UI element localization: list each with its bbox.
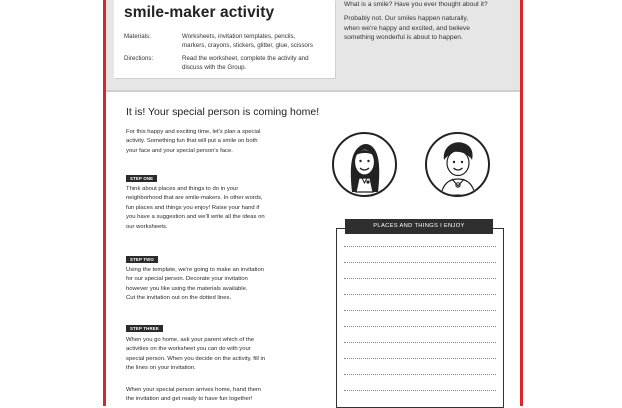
- writing-line[interactable]: [344, 358, 496, 359]
- main-title: It is! Your special person is coming home!: [126, 106, 320, 118]
- writing-line[interactable]: [344, 246, 496, 247]
- smile-question: What is a smile? Have you ever thought about it?: [344, 1, 488, 8]
- intro-paragraph: [126, 128, 322, 156]
- intro-line: your face and your special person's face.: [126, 147, 233, 154]
- step-two-text: [126, 266, 322, 304]
- closing-line: the invitation and get ready to have fun together!: [126, 396, 253, 403]
- materials-row: [124, 33, 334, 51]
- step-line: fun places and things you enjoy! Raise your hand if: [126, 204, 260, 211]
- header-divider: [106, 90, 520, 92]
- directions-line: discuss with the Group.: [182, 63, 247, 71]
- step-line: for our special person. Decorate your invitation: [126, 276, 248, 283]
- writing-line[interactable]: [344, 278, 496, 279]
- directions-label: Directions:: [124, 55, 154, 62]
- activity-card: [114, 0, 335, 78]
- step-line: Using the template, we're going to make an invitation: [126, 267, 264, 273]
- step-line: Cut the invitation out on the dotted lines.: [126, 295, 232, 302]
- step-line: special person. When you decide on the activity, fill in: [126, 355, 266, 362]
- boy-portrait-icon: [425, 132, 490, 197]
- directions-row: [124, 55, 334, 73]
- writing-line[interactable]: [344, 310, 496, 311]
- materials-label: Materials:: [124, 33, 151, 40]
- step-one-tag: STEP ONE: [126, 175, 157, 182]
- writing-line[interactable]: [344, 390, 496, 391]
- materials-line: markers, crayons, stickers, glitter, glue, scissors: [182, 41, 314, 49]
- step-three-text: [126, 336, 322, 374]
- answer-line: Probably not. Our smiles happen naturally,: [344, 15, 469, 22]
- step-one-text: [126, 185, 322, 232]
- writing-line[interactable]: [344, 374, 496, 375]
- step-three-tag: STEP THREE: [126, 325, 163, 332]
- activity-title: smile-maker activity: [124, 4, 275, 21]
- step-line: you have a suggestion and we'll write all the ideas on: [126, 214, 265, 221]
- girl-portrait-icon: [332, 132, 397, 197]
- step-line: activities on the worksheet you can do with your: [126, 346, 251, 353]
- places-list-box: [336, 228, 504, 408]
- writing-line[interactable]: [344, 294, 496, 295]
- materials-text: [182, 33, 332, 50]
- answer-line: when we're happy and excited, and believe: [344, 24, 470, 32]
- answer-line: something wonderful is about to happen.: [344, 34, 463, 42]
- step-line: neighborhood that are smile-makers. In other words,: [126, 195, 263, 202]
- step-line: Think about places and things to do in your: [126, 186, 239, 192]
- step-line: When you go home, ask your parent which of the: [126, 337, 255, 343]
- places-list-title: PLACES AND THINGS I ENJOY: [345, 219, 493, 234]
- step-line: however you like using the materials available.: [126, 285, 248, 292]
- directions-line: Read the worksheet, complete the activity and: [182, 55, 309, 62]
- materials-line: Worksheets, invitation templates, pencils,: [182, 33, 296, 40]
- writing-line[interactable]: [344, 342, 496, 343]
- step-line: our worksheets.: [126, 223, 168, 230]
- writing-line[interactable]: [344, 262, 496, 263]
- closing-line: When your special person arrives home, hand them: [126, 387, 261, 393]
- smile-answer: [344, 14, 514, 43]
- intro-line: For this happy and exciting time, let's plan a special: [126, 129, 261, 135]
- intro-line: activity. Something fun that will put a smile on both: [126, 138, 258, 145]
- directions-text: [182, 55, 332, 72]
- step-line: the lines on your invitation.: [126, 365, 196, 372]
- writing-line[interactable]: [344, 326, 496, 327]
- closing-paragraph: [126, 386, 322, 405]
- step-two-tag: STEP TWO: [126, 256, 158, 263]
